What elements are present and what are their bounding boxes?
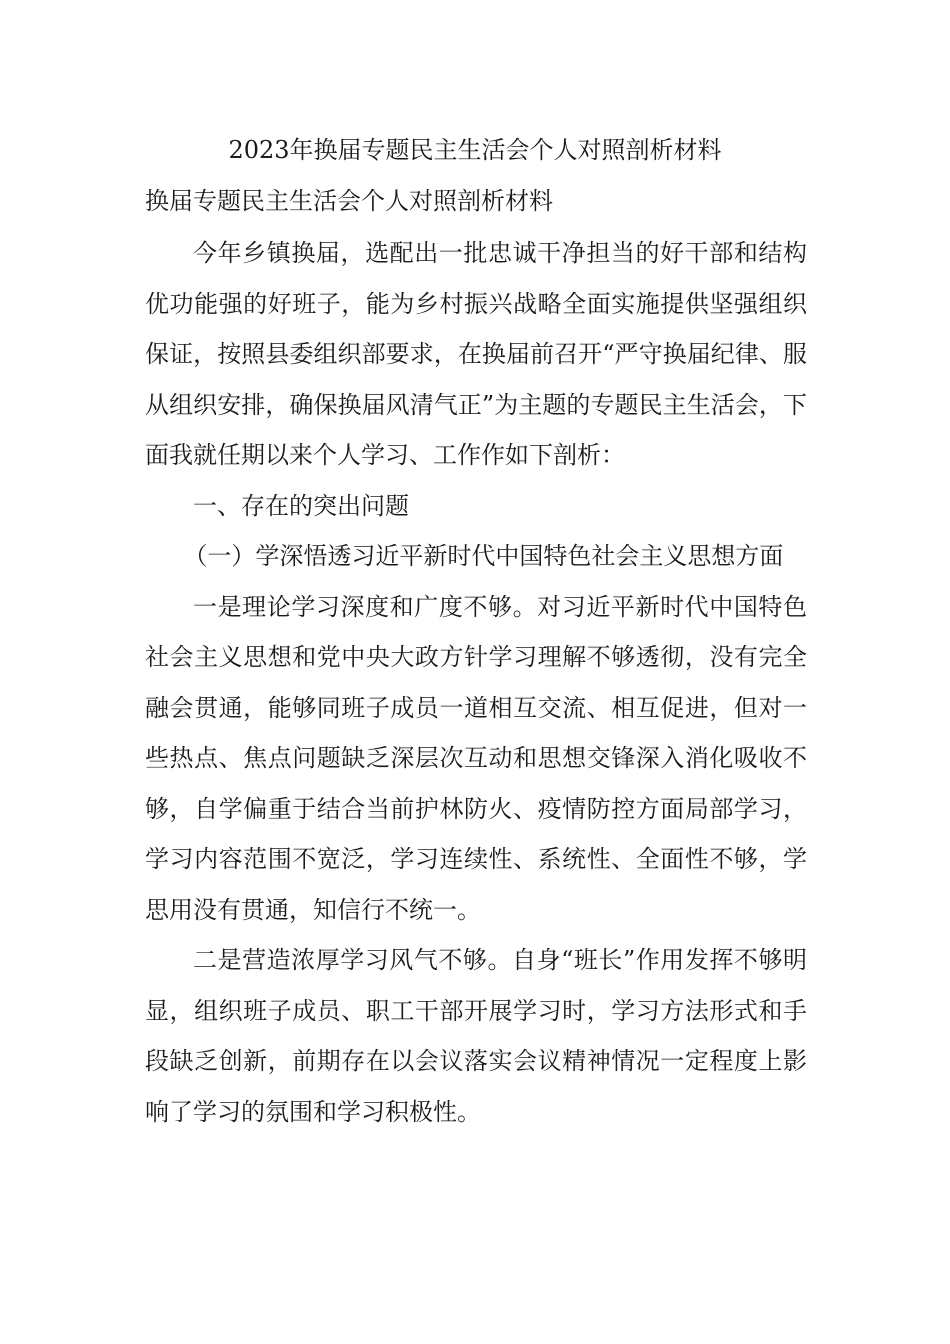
point-two-paragraph: 二是营造浓厚学习风气不够。自身“班长”作用发挥不够明显，组织班子成员、职工干部开展学习时，学习方法形式和手段缺乏创新，前期存在以会议落实会议精神情况一定程度上影响了学习的氛围和学习积极性。	[145, 946, 807, 1126]
point-one-paragraph: 一是理论学习深度和广度不够。对习近平新时代中国特色社会主义思想和党中央大政方针学习理解不够透彻，没有完全融会贯通，能够同班子成员一道相互交流、相互促进，但对一些热点、焦点问题缺乏深层次互动和思想交锋深入消化吸收不够，自学偏重于结合当前护林防火、疫情防控方面局部学习，学习内容范围不宽泛，学习连续性、系统性、全面性不够，学思用没有贯通，知信行不统一。	[145, 592, 807, 924]
document-title: 2023年换届专题民主生活会个人对照剖析材料	[228, 136, 722, 164]
subsection-heading: （一）学深悟透习近平新时代中国特色社会主义思想方面	[183, 542, 784, 570]
document-body	[145, 228, 807, 1137]
document-subtitle: 换届专题民主生活会个人对照剖析材料	[145, 187, 553, 215]
section-heading: 一、存在的突出问题	[193, 491, 409, 520]
intro-paragraph: 今年乡镇换届，选配出一批忠诚干净担当的好干部和结构优功能强的好班子，能为乡村振兴战略全面实施提供坚强组织保证，按照县委组织部要求，在换届前召开“严守换届纪律、服从组织安排，确保换届风清气正”为主题的专题民主生活会，下面我就任期以来个人学习、工作作如下剖析：	[145, 239, 807, 469]
